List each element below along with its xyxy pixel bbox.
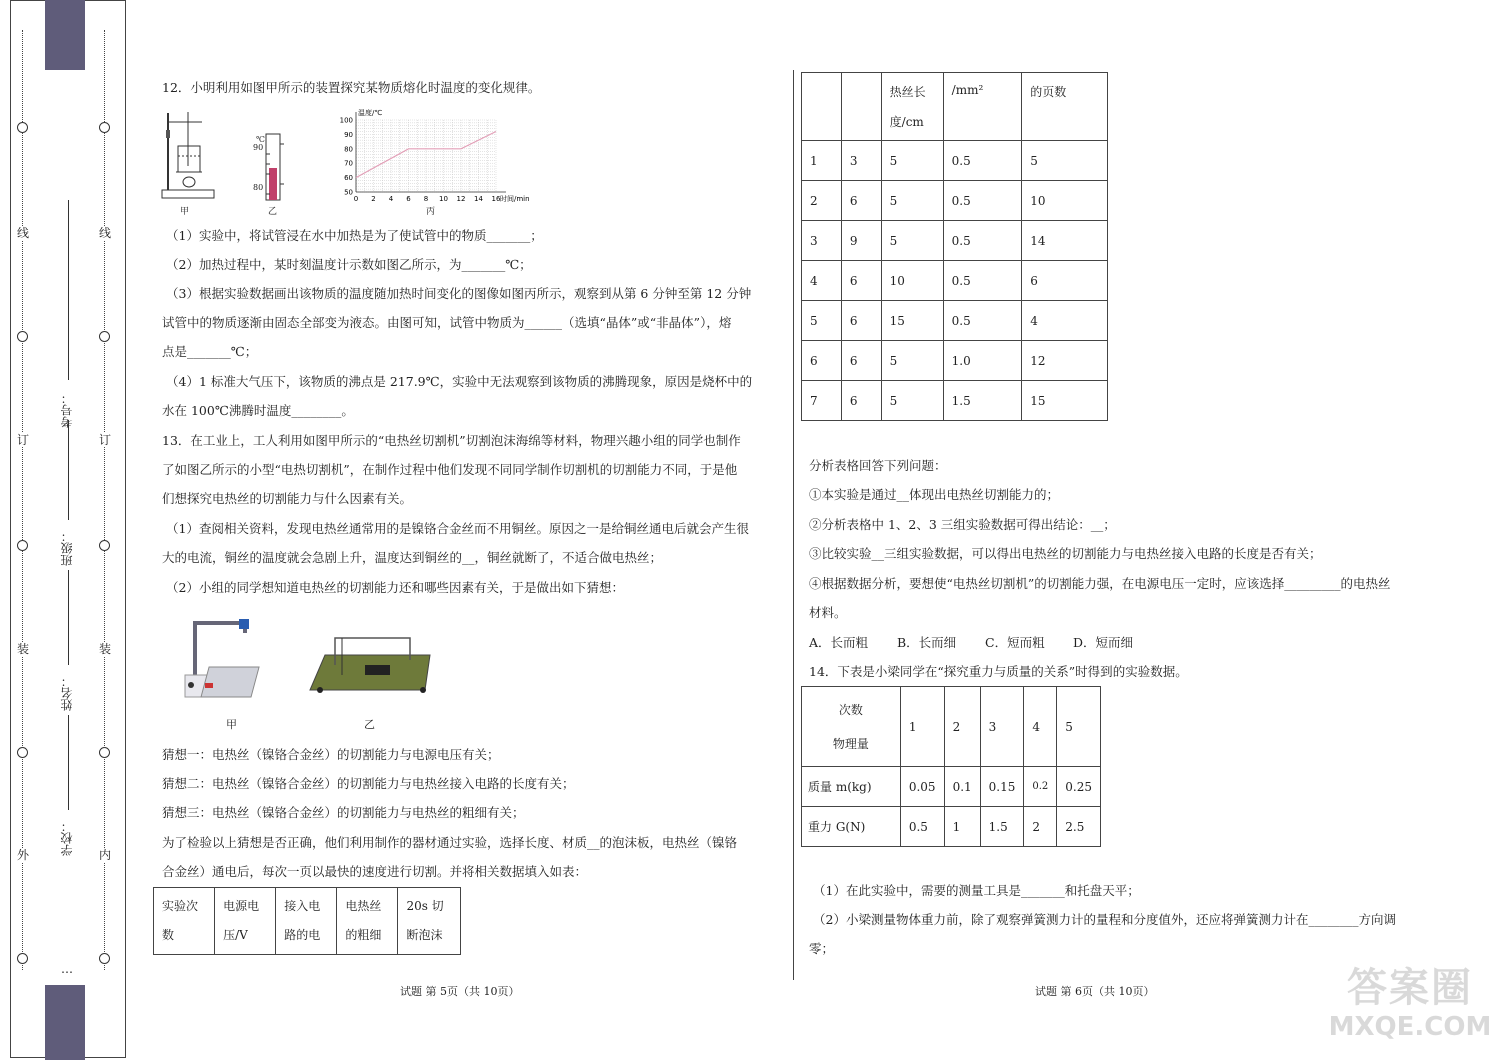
table-cell: 2.5 — [1057, 807, 1101, 847]
table-cell: 14 — [1022, 221, 1108, 261]
binding-ring — [99, 122, 110, 133]
chart-x-tick-label: 10 — [439, 195, 448, 203]
chart-x-tick-label: 6 — [406, 195, 411, 203]
table-cell: 0.05 — [900, 767, 944, 807]
q13-line: （2）小组的同学想知道电热丝的切割能力还和哪些因素有关，于是做出如下猜想： — [166, 580, 624, 595]
q13-line: 大的电流，铜丝的温度就会急剧上升，温度达到铜丝的__，铜丝就断了，不适合做电热丝； — [162, 550, 663, 565]
table-row — [802, 381, 1108, 421]
table-cell: 3 — [841, 141, 881, 181]
chart-x-tick-label: 14 — [474, 195, 483, 203]
guess-line: 猜想二：电热丝（镍铬合金丝）的切割能力与电热丝接入电路的长度有关； — [162, 776, 575, 791]
table-cell: 0.25 — [1057, 767, 1101, 807]
chart-x-tick-label: 0 — [353, 195, 359, 203]
table-header-cell: 5 — [1057, 687, 1101, 767]
analysis-line: 分析表格回答下列问题： — [809, 458, 947, 473]
binding-char: 线 — [16, 226, 29, 240]
thermometer-tick-80: 80 — [253, 183, 264, 192]
thermometer-tick-90: 90 — [253, 143, 264, 152]
table-cell: 5 — [881, 181, 943, 221]
option-c: C．短而粗 — [985, 635, 1045, 650]
table-row — [802, 73, 1108, 141]
table-cell: 10 — [881, 261, 943, 301]
binding-char: 装 — [16, 642, 29, 656]
chart-y-tick-label: 90 — [344, 130, 353, 139]
binding-dotted-line-inner — [104, 30, 105, 970]
table-row — [802, 767, 1101, 807]
table-header-cell: 4 — [1024, 687, 1057, 767]
table-header-cell: 1 — [900, 687, 944, 767]
table-row — [154, 888, 461, 955]
table-cell: 6 — [1022, 261, 1108, 301]
table-cell — [841, 73, 881, 141]
table-row — [802, 141, 1108, 181]
table-cell: 6 — [841, 301, 881, 341]
table-row — [802, 181, 1108, 221]
binding-ellipsis: … — [61, 962, 73, 976]
table-cell: 0.5 — [943, 261, 1022, 301]
figure-cutter-yi — [305, 630, 435, 705]
mass-weight-table — [801, 686, 1101, 847]
table-cell: 0.5 — [900, 807, 944, 847]
chart-x-axis-label: 时间/min — [500, 195, 530, 203]
table-cell: 2 — [1024, 807, 1057, 847]
option-b: B．长而细 — [897, 635, 957, 650]
table-row — [802, 301, 1108, 341]
table-cell: 1.0 — [943, 341, 1022, 381]
analysis-line: ②分析表格中 1、2、3 三组实验数据可得出结论：__； — [809, 517, 1116, 532]
table-cell: 6 — [841, 381, 881, 421]
figure-label-yi-2: 乙 — [364, 718, 375, 731]
binding-dark-top — [45, 0, 85, 70]
table-cell: 6 — [802, 341, 842, 381]
binding-dotted-line-outer — [22, 30, 23, 970]
name-label: 姓名： — [60, 675, 74, 711]
figure-jia-apparatus — [158, 108, 218, 208]
table-cell: 5 — [881, 221, 943, 261]
q12-line: （3）根据实验数据画出该物质的温度随加热时间变化的图像如图丙所示，观察到从第 6 分钟至第 12 分钟 — [166, 286, 752, 301]
table-cell: 12 — [1022, 341, 1108, 381]
table-cell: 5 — [881, 381, 943, 421]
q14-line: 零； — [809, 941, 835, 956]
table-cell: 5 — [881, 341, 943, 381]
table-cell — [802, 73, 842, 141]
table-header-cell: 热丝长度/cm — [881, 73, 943, 141]
binding-char: 内 — [98, 848, 111, 862]
q12-line: 点是_______℃； — [162, 344, 258, 359]
chart-x-tick-label: 4 — [388, 195, 394, 203]
table-cell: 4 — [1022, 301, 1108, 341]
class-field[interactable] — [68, 420, 69, 520]
binding-ring — [99, 540, 110, 551]
option-a: A．长而粗 — [809, 635, 869, 650]
table-header-cell: 电源电 压/V — [215, 888, 276, 955]
table-header-cell: /mm² — [943, 73, 1022, 141]
table-header-cell: 电热丝 的粗细 — [337, 888, 398, 955]
table-cell: 0.5 — [943, 301, 1022, 341]
binding-frame — [10, 0, 126, 1058]
binding-ring — [17, 540, 28, 551]
table-cell: 6 — [841, 341, 881, 381]
binding-char: 装 — [98, 642, 111, 656]
table-cell: 5 — [881, 141, 943, 181]
q13-line: 了如图乙所示的小型“电热切割机”，在制作过程中他们发现不同同学制作切割机的切割能力不同，于是他 — [162, 462, 738, 477]
binding-char: 线 — [98, 226, 111, 240]
binding-char: 订 — [98, 433, 111, 447]
q12-line: （4）1 标准大气压下，该物质的沸点是 217.9℃，实验中无法观察到该物质的沸腾现象，原因是烧杯中的 — [166, 374, 753, 389]
table-row — [802, 687, 1101, 767]
thermometer-unit: ℃ — [256, 135, 265, 144]
analysis-line: ④根据数据分析，要想使“电热丝切割机”的切割能力强，在电源电压一定时，应该选择_________的电热丝 — [809, 576, 1391, 591]
guess-line: 为了检验以上猜想是否正确，他们利用制作的器材通过实验，选择长度、材质__的泡沫板，电热丝（镍铬 — [162, 835, 738, 850]
binding-ring — [17, 747, 28, 758]
chart-x-tick-label: 12 — [456, 195, 466, 203]
binding-margin — [0, 0, 128, 1060]
binding-ring — [17, 953, 28, 964]
binding-ring — [99, 953, 110, 964]
page-divider — [793, 70, 794, 980]
chart-y-tick-label: 50 — [344, 188, 353, 197]
figure-bing-chart — [336, 108, 536, 208]
chart-x-tick-label: 2 — [371, 195, 376, 203]
table-cell: 0.2 — [1024, 767, 1057, 807]
experiment-table-data — [801, 72, 1108, 421]
q12-line: （2）加热过程中，某时刻温度计示数如图乙所示，为_______℃； — [166, 257, 532, 272]
table-cell: 5 — [1022, 141, 1108, 181]
name-field[interactable] — [68, 570, 69, 665]
table-corner-cell: 次数 物理量 — [802, 687, 901, 767]
q14-line: （1）在此实验中，需要的测量工具是_______和托盘天平； — [813, 883, 1140, 898]
q12-line: （1）实验中，将试管浸在水中加热是为了使试管中的物质_______； — [166, 228, 543, 243]
option-d: D．短而细 — [1073, 635, 1134, 650]
class-label: 班级： — [60, 530, 74, 566]
watermark-url: MXQE.COM — [1328, 1012, 1492, 1042]
analysis-line: ③比较实验__三组实验数据，可以得出电热丝的切割能力与电热丝接入电路的长度是否有关； — [809, 546, 1322, 561]
exam-number-label: 考号： — [60, 392, 74, 428]
table-header-cell: 3 — [980, 687, 1024, 767]
table-cell: 0.1 — [944, 767, 980, 807]
q13-line: （1）查阅相关资料，发现电热丝通常用的是镍铬合金丝而不用铜丝。原因之一是给铜丝通电后就会产生很 — [166, 521, 749, 536]
analysis-line: ①本实验是通过__体现出电热丝切割能力的； — [809, 487, 1060, 502]
table-cell: 4 — [802, 261, 842, 301]
table-row — [802, 341, 1108, 381]
school-label: 学校： — [60, 820, 74, 856]
page-footer-right: 试题 第 6页（共 10页） — [1035, 985, 1155, 998]
q14-title: 14．下表是小梁同学在“探究重力与质量的关系”时得到的实验数据。 — [809, 664, 1188, 679]
table-header-cell: 2 — [944, 687, 980, 767]
table-cell: 15 — [881, 301, 943, 341]
table-header-cell: 接入电 路的电 — [276, 888, 337, 955]
chart-y-tick-label: 80 — [344, 145, 353, 154]
q12-line: 水在 100℃沸腾时温度________。 — [162, 403, 354, 418]
chart-y-tick-label: 70 — [344, 159, 353, 168]
q12-line: 试管中的物质逐渐由固态全部变为液态。由图可知，试管中物质为______（选填“晶体”或“非晶体”），熔 — [162, 315, 732, 330]
table-cell: 1.5 — [943, 381, 1022, 421]
binding-dark-bottom — [45, 985, 85, 1060]
table-cell: 1.5 — [980, 807, 1024, 847]
binding-ring — [99, 747, 110, 758]
table-cell: 7 — [802, 381, 842, 421]
table-row — [802, 807, 1101, 847]
table-cell: 9 — [841, 221, 881, 261]
table-cell: 3 — [802, 221, 842, 261]
school-field[interactable] — [68, 715, 69, 810]
table-header-cell: 20s 切 断泡沫 — [398, 888, 461, 955]
table-cell: 5 — [802, 301, 842, 341]
q13-line: 们想探究电热丝的切割能力与什么因素有关。 — [162, 491, 413, 506]
table-cell: 1 — [802, 141, 842, 181]
figure-label-yi: 乙 — [268, 207, 278, 217]
chart-x-tick-label: 8 — [423, 195, 429, 203]
chart-y-tick-label: 60 — [344, 174, 353, 183]
table-cell: 0.5 — [943, 221, 1022, 261]
table-cell: 2 — [802, 181, 842, 221]
figure-label-jia: 甲 — [180, 207, 190, 217]
table-cell: 0.15 — [980, 767, 1024, 807]
binding-ring — [99, 331, 110, 342]
table-cell: 6 — [841, 181, 881, 221]
table-cell: 10 — [1022, 181, 1108, 221]
table-cell: 6 — [841, 261, 881, 301]
analysis-line: 材料。 — [809, 605, 847, 620]
chart-y-axis-label: 温度/℃ — [358, 109, 383, 117]
watermark-logo: 答案圈 — [1347, 965, 1473, 1011]
table-cell: 15 — [1022, 381, 1108, 421]
chart-x-tick-label: 16 — [491, 195, 501, 203]
binding-char: 外 — [16, 848, 29, 862]
q13-line: 13．在工业上，工人利用如图甲所示的“电热丝切割机”切割泡沫海绵等材料，物理兴趣小组的同学也制作 — [162, 433, 741, 448]
binding-char: 订 — [16, 433, 29, 447]
experiment-table-header — [153, 887, 461, 955]
exam-number-field[interactable] — [68, 200, 69, 380]
table-row — [802, 221, 1108, 261]
binding-ring — [17, 122, 28, 133]
guess-line: 猜想三：电热丝（镍铬合金丝）的切割能力与电热丝的粗细有关； — [162, 805, 525, 820]
table-cell: 0.5 — [943, 181, 1022, 221]
q12-title: 12．小明利用如图甲所示的装置探究某物质熔化时温度的变化规律。 — [162, 80, 541, 95]
binding-ring — [17, 331, 28, 342]
table-cell: 1 — [944, 807, 980, 847]
q14-line: （2）小梁测量物体重力前，除了观察弹簧测力计的量程和分度值外，还应将弹簧测力计在________方向调 — [813, 912, 1396, 927]
guess-line: 猜想一：电热丝（镍铬合金丝）的切割能力与电源电压有关； — [162, 747, 500, 762]
figure-cutter-jia — [175, 615, 285, 710]
page-footer-left: 试题 第 5页（共 10页） — [400, 985, 520, 998]
guess-line: 合金丝）通电后，每次一页以最快的速度进行切割。并将相关数据填入如表： — [162, 864, 588, 879]
table-row-label: 重力 G(N) — [802, 807, 901, 847]
table-row-label: 质量 m(kg) — [802, 767, 901, 807]
table-cell: 0.5 — [943, 141, 1022, 181]
chart-y-tick-label: 100 — [339, 116, 353, 125]
table-header-cell: 的页数 — [1022, 73, 1108, 141]
table-header-cell: 实验次 数 — [154, 888, 215, 955]
figure-label-jia-2: 甲 — [226, 718, 237, 731]
table-row — [802, 261, 1108, 301]
figure-label-bing: 丙 — [426, 207, 436, 217]
